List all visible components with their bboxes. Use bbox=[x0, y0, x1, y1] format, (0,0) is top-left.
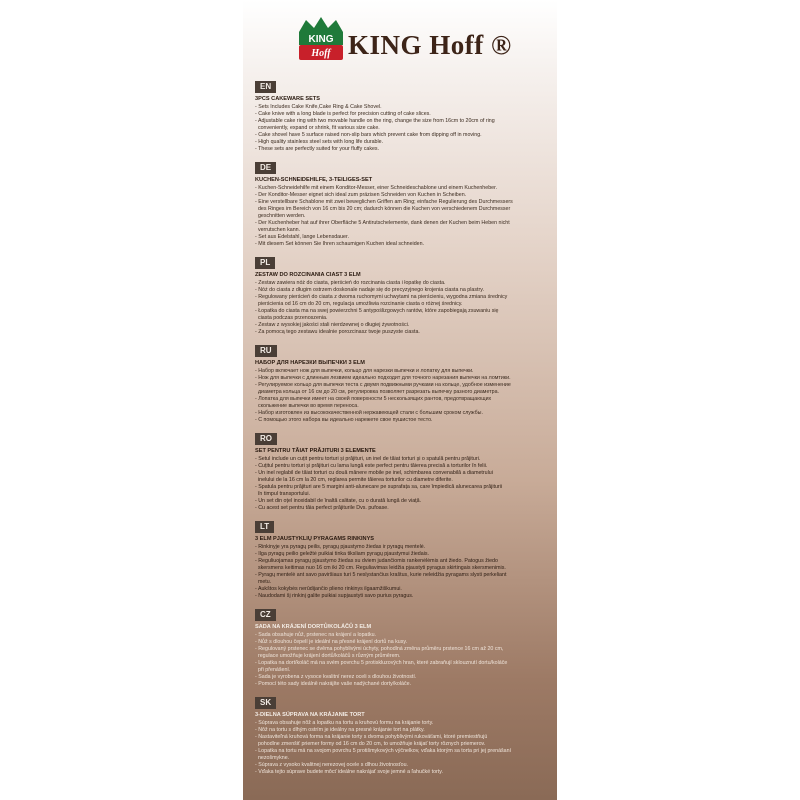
description-line: metu. bbox=[255, 579, 272, 585]
language-code-badge: RO bbox=[255, 433, 277, 445]
description-line: - Набор включает нож для выпечки, кольцо для нарезки выпечки и лопатку для выпечки. bbox=[255, 368, 474, 374]
section-ro bbox=[255, 428, 551, 512]
description-line: - Adjustable cake ring with two movable handle on the ring, change the size from 16cm to 20cm of ring bbox=[255, 118, 495, 124]
description-line: inelului de la 16 cm la 20 cm, reglarea permite tăierea torturilor cu diametre diferite. bbox=[255, 477, 453, 483]
description-line: - С помощью этого набора вы идеально нарежете свое пушистое тесто. bbox=[255, 417, 433, 423]
description-line: - Naudodami šį rinkinį galite puikiai supjaustyti savo purius pyragus. bbox=[255, 593, 414, 599]
description-line: - Лопатка для выпечки имеет на своей поверхности 5 нескользящих рантов, предотвращающих bbox=[255, 396, 492, 402]
section-title: НАБОР ДЛЯ НАРЕЗКИ ВЫПЕЧКИ 3 ELM bbox=[255, 360, 365, 366]
description-line: - Cake knive with a long blade is perfect for precision cutting of cake slices. bbox=[255, 111, 431, 117]
description-line: verrutschen kann. bbox=[255, 227, 301, 233]
description-line: - High quality stainless steel sets with long life durable. bbox=[255, 139, 384, 145]
section-cz bbox=[255, 604, 551, 688]
description-line: pohodlne zmenšiť priemer formy od 16 cm do 20 cm, to umožňuje krájať torty rôznych priemerov. bbox=[255, 741, 486, 747]
description-line: - Za pomocą tego zestawu idealnie porozcinasz twoje puszyste ciasta. bbox=[255, 329, 420, 335]
language-code-badge: DE bbox=[255, 162, 276, 174]
description-line: - Kuchen-Schneidehilfe mit einem Konditor-Messer, einer Schneideschablone und einem Kuchenheber. bbox=[255, 185, 498, 191]
description-line: - Reguliuojamas pyragų pjaustymo žiedas su dviem judančiomis rankenėlėmis ant žiedo. Patogus žiedo bbox=[255, 558, 498, 564]
language-code-badge: EN bbox=[255, 81, 276, 93]
description-line: - Regulowany pierścień do ciasta z dwoma ruchomymi uchwytami na pierścieniu, wygodna zmiana średnicy bbox=[255, 294, 508, 300]
description-line: - Zestaw z wysokiej jakości stali nierdzewnej o długiej żywotności. bbox=[255, 322, 410, 328]
description-line: - Vďaka tejto súprave budete môcť ideálne nakrájať svoje jemné a ľahučké torty. bbox=[255, 769, 443, 775]
description-line: - These sets are perfectly suited for your fluffy cakes. bbox=[255, 146, 380, 152]
description-line: în timpul transportului. bbox=[255, 491, 311, 497]
description-line: - Un inel reglabil de tăiat torturi cu două mânere mobile pe inel, schimbarea convenabilă a diametrului bbox=[255, 470, 493, 476]
description-line: - Der Konditor-Messer eignet sich ideal zum präzisen Schneiden von Kuchen in Scheiben. bbox=[255, 192, 467, 198]
description-line: - Cu acest set pentru tăia perfect prăjiturile Dvs. pufoase. bbox=[255, 505, 389, 511]
description-line: - Pyragų mentelė ant savo paviršiaus turi 5 neslystančius kraštus, kurie neleidžia pyragams slysti perkeliant bbox=[255, 572, 507, 578]
section-title: 3 ELM PJAUSTYKLIŲ PYRAGAMS RINKINYS bbox=[255, 536, 375, 542]
description-line: - Нож для выпечки с длинным лезвием идеально подходит для точного нарезания выпечки на ломтики. bbox=[255, 375, 511, 381]
language-code-badge: RU bbox=[255, 345, 277, 357]
language-code-badge: LT bbox=[255, 521, 274, 533]
description-line: - Mit diesem Set können Sie Ihren schaumigen Kuchen ideal schneiden. bbox=[255, 241, 425, 247]
description-line: - Setul include un cuțit pentru torturi și prăjituri, un inel de tăiat torturi și o spatulă pentru prăjituri. bbox=[255, 456, 481, 462]
badge-text-hoff: Hoff bbox=[311, 48, 331, 59]
language-code-badge: PL bbox=[255, 257, 275, 269]
description-line: - Spatula pentru prăjituri are 5 margini anti-alunecare pe suprafața sa, care împiedică alunecarea prăjiturii bbox=[255, 484, 503, 490]
section-lt bbox=[255, 516, 551, 600]
description-line: диаметра кольца от 16 см до 20 см, регулировка позволяет разрезать выпечку разного диаметра. bbox=[255, 389, 499, 395]
description-line: - Sets Includes Cake Knife,Cake Ring & Cake Shovel. bbox=[255, 104, 382, 110]
section-title: 3-DIELNA SÚPRAVA NA KRÁJANIE TORT bbox=[255, 712, 365, 718]
description-line: conveniently, expand or shrink, fit various size cake. bbox=[255, 125, 380, 131]
description-line: - Regulovaný prstenec se dvěma pohyblivými úchyty, pohodlná změna průměru prstence 16 cm až 20 cm, bbox=[255, 646, 504, 652]
description-line: - Cake shovel have 5 surface raised non-slip bars which prevent cake from dipping off in moving. bbox=[255, 132, 482, 138]
description-line: geschnitten werden. bbox=[255, 213, 306, 219]
section-title: ZESTAW DO ROZCINANIA CIAST 3 ELM bbox=[255, 272, 361, 278]
section-title: 3PCS CAKEWARE SETS bbox=[255, 96, 320, 102]
description-line: - Nůž s dlouhou čepelí je ideální na přesné krájení dortů na kusy. bbox=[255, 639, 408, 645]
leaflet-content bbox=[255, 76, 551, 780]
description-line: des Ringes im Bereich von 16 cm bis 20 cm; dadurch können die Kuchen von verschiedenem Durchmesser bbox=[255, 206, 511, 212]
description-line: - Zestaw zawiera nóż do ciasta, pierścień do rozcinania ciasta i łopatkę do ciasta. bbox=[255, 280, 446, 286]
description-line: regulace umožňuje krájení dortů/koláčů s různým průměrem. bbox=[255, 653, 401, 659]
description-line: při přenášení. bbox=[255, 667, 291, 673]
language-code-badge: SK bbox=[255, 697, 276, 709]
description-line: скольжение выпечки во время переноса. bbox=[255, 403, 359, 409]
description-line: - Nôž na tortu s dlhým ostrím je ideálny na presné krájanie tort na plátky. bbox=[255, 727, 425, 733]
brand-name: KING Hoff ® bbox=[348, 30, 512, 60]
section-de bbox=[255, 157, 551, 248]
section-title: SET PENTRU TĂIAT PRĂJITURI 3 ELEMENTE bbox=[255, 448, 376, 454]
description-line: - Cuțitul pentru torturi și prăjituri cu lama lungă este perfect pentru tăierea precisă a torturilor în felii. bbox=[255, 463, 488, 469]
description-line: - Rinkinyje yra pyragų peilis, pyragų pjaustymo žiedas ir pyragų mentelė. bbox=[255, 544, 426, 550]
description-line: - Регулируемое кольцо для выпечки теста с двумя подвижными ручками на кольце, удобное изменение bbox=[255, 382, 511, 388]
description-line: nezošmykne. bbox=[255, 755, 290, 761]
description-line: ciasta podczas przenoszenia. bbox=[255, 315, 328, 321]
product-leaflet bbox=[243, 0, 557, 800]
section-ru bbox=[255, 340, 551, 424]
badge-text-king: KING bbox=[308, 34, 334, 45]
description-line: - Un set din oțel inoxidabil de înaltă calitate, cu o durată lungă de viață. bbox=[255, 498, 422, 504]
description-line: - Súprava z vysoko kvalitnej nerezovej ocele s dlhou životnosťou. bbox=[255, 762, 409, 768]
description-line: - Eine verstellbare Schablone mit zwei beweglichen Griffen am Ring; einfache Regulierung des Durchmessers bbox=[255, 199, 513, 205]
description-line: - Súprava obsahuje nôž a lopatku na tortu a kruhovú formu na krájanie torty. bbox=[255, 720, 434, 726]
description-line: - Lopatka na dort/koláč má na svém povrchu 5 protiskluzových hran, které zabraňují sklouznutí dortu/koláče bbox=[255, 660, 508, 666]
description-line: - Sada je vyrobena z vysoce kvalitní nerez oceli s dlouhou životností. bbox=[255, 674, 417, 680]
description-line: - Nóż do ciasta z długim ostrzem doskonale nadaje się do precyzyjnego krojenia ciasta na plastry. bbox=[255, 287, 484, 293]
description-line: - Set aus Edelstahl, lange Lebensdauer. bbox=[255, 234, 349, 240]
description-line: - Nastaviteľná kruhová forma na krájanie torty s dvoma pohyblivými rukoväťami, ktoré premiestňujú bbox=[255, 734, 488, 740]
description-line: - Sada obsahuje nůž, prstenec na krájení a lopatku. bbox=[255, 632, 377, 638]
language-code-badge: CZ bbox=[255, 609, 276, 621]
section-pl bbox=[255, 252, 551, 336]
section-en bbox=[255, 76, 551, 153]
brand-logo bbox=[296, 14, 512, 68]
description-line: - Набор изготовлен из высококачественной нержавеющей стали с большим сроком службы. bbox=[255, 410, 483, 416]
section-sk bbox=[255, 692, 551, 776]
description-line: - Łopatka do ciasta ma na swej powierzchni 5 antypoślizgowych rantów, które zapobiegają zsuwaniu się bbox=[255, 308, 499, 314]
description-line: skersmens keitimas nuo 16 cm iki 20 cm. Reguliavimas leidžia pjaustyti pyragus skirtingais skersmenimis. bbox=[255, 565, 506, 571]
description-line: - Lopatka na tortu má na svojom povrchu 5 protišmykových výčnelkov, vďaka ktorým sa torta pri jej prenášaní bbox=[255, 748, 512, 754]
description-line: pierścienia od 16 cm do 20 cm, regulacja umożliwia rozcinanie ciasta o różnej średnicy. bbox=[255, 301, 463, 307]
description-line: - Der Kuchenheber hat auf ihrer Oberfläche 5 Antirutschelemente, dank denen der Kuchen beim Heben nicht bbox=[255, 220, 510, 226]
section-title: KUCHEN-SCHNEIDEHILFE, 3-TEILIGES-SET bbox=[255, 177, 373, 183]
description-line: - Ilga pyragų peilio geležtė puikiai tinka tiksliam pyragų pjaustymui žiedais. bbox=[255, 551, 430, 557]
description-line: - Aukštos kokybės nerūdijančio plieno rinkinys ilgaamžiškumui. bbox=[255, 586, 402, 592]
crown-badge-icon bbox=[296, 14, 346, 64]
section-title: SADA NA KRÁJENÍ DORTŮ/KOLÁČŮ 3 ELM bbox=[255, 624, 372, 630]
description-line: - Pomocí této sady ideálně nakrájíte vaše nadýchané dorty/koláče. bbox=[255, 681, 412, 687]
